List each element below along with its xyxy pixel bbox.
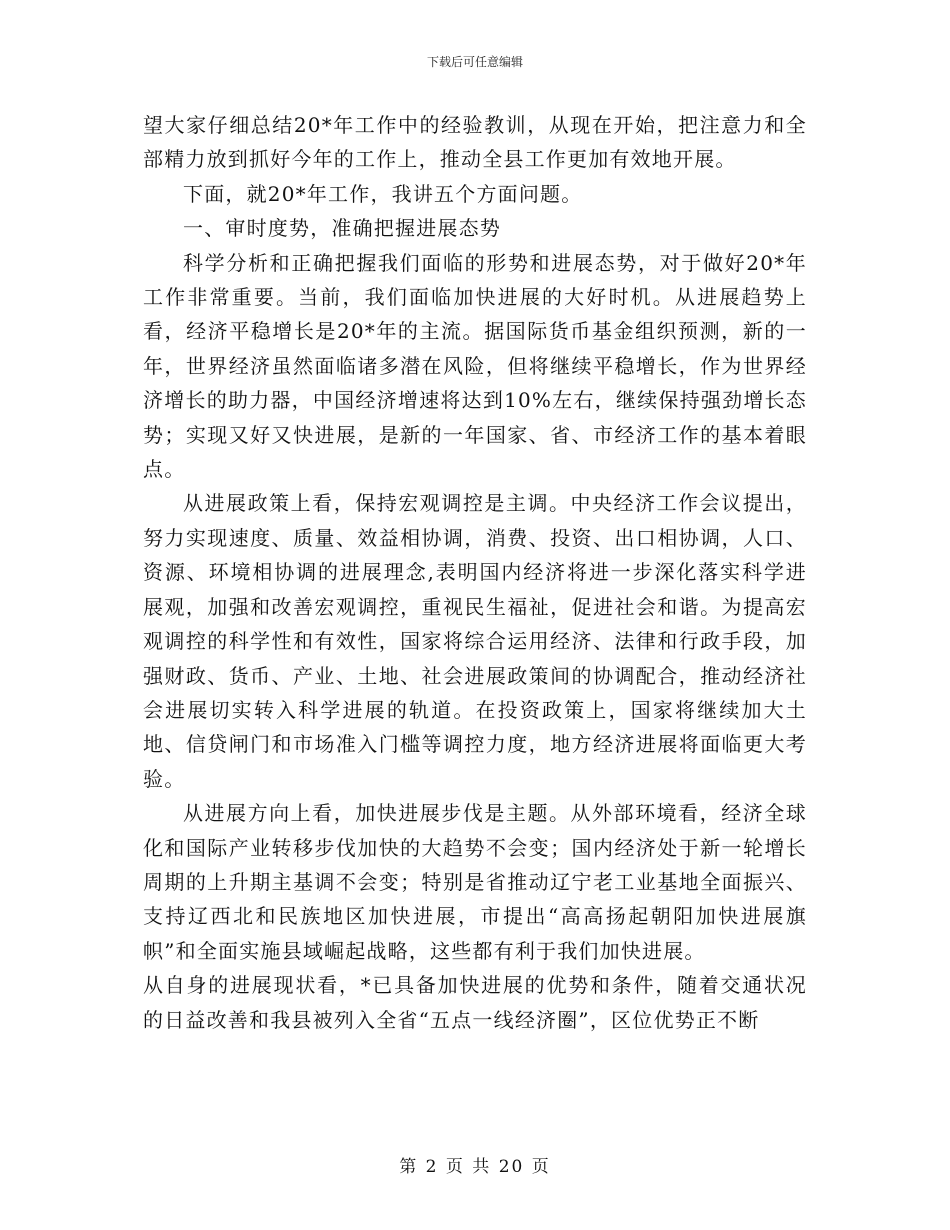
document-body: [143, 108, 807, 1037]
page-header: 下载后可任意编辑: [426, 55, 523, 69]
paragraph-unindented: 从自身的进展现状看，*已具备加快进展的优势和条件，随着交通状况的日益改善和我县被列入全省“五点一线经济圈”，区位优势正不断: [143, 973, 807, 1032]
page-footer: 第 2 页 共 20 页: [399, 1157, 551, 1177]
paragraph: 科学分析和正确把握我们面临的形势和进展态势，对于做好20*年工作非常重要。当前，我们面临加快进展的大好时机。从进展趋势上看，经济平稳增长是20*年的主流。据国际货币基金组织预测，新的一年，世界经济虽然面临诸多潜在风险，但将继续平稳增长，作为世界经济增长的助力器，中国经济增速将达到10%左右，继续保持强劲增长态势；实现又好又快进展，是新的一年国家、省、市经济工作的基本着眼点。: [143, 250, 807, 482]
paragraph: 从进展方向上看，加快进展步伐是主题。从外部环境看，经济全球化和国际产业转移步伐加快的大趋势不会变；国内经济处于新一轮增长周期的上升期主基调不会变；特别是省推动辽宁老工业基地全面振兴、支持辽西北和民族地区加快进展，市提出“高高扬起朝阳加快进展旗帜”和全面实施县域崛起战略，这些都有利于我们加快进展。: [143, 801, 807, 963]
paragraph: 下面，就20*年工作，我讲五个方面问题。: [183, 181, 583, 206]
paragraph: 从进展政策上看，保持宏观调控是主调。中央经济工作会议提出，努力实现速度、质量、效益相协调，消费、投资、出口相协调，人口、资源、环境相协调的进展理念,表明国内经济将进一步深化落实科学进展观，加强和改善宏观调控，重视民生福祉，促进社会和谐。为提高宏观调控的科学性和有效性，国家将综合运用经济、法律和行政手段，加强财政、货币、产业、土地、社会进展政策间的协调配合，推动经济社会进展切实转入科学进展的轨道。在投资政策上，国家将继续加大土地、信贷闸门和市场准入门槛等调控力度，地方经济进展将面临更大考验。: [143, 491, 807, 791]
section-heading: 一、审时度势，准确把握进展态势: [183, 216, 501, 241]
paragraph-continued: 望大家仔细总结20*年工作中的经验教训，从现在开始，把注意力和全部精力放到抓好今年的工作上，推动全县工作更加有效地开展。: [143, 113, 807, 172]
